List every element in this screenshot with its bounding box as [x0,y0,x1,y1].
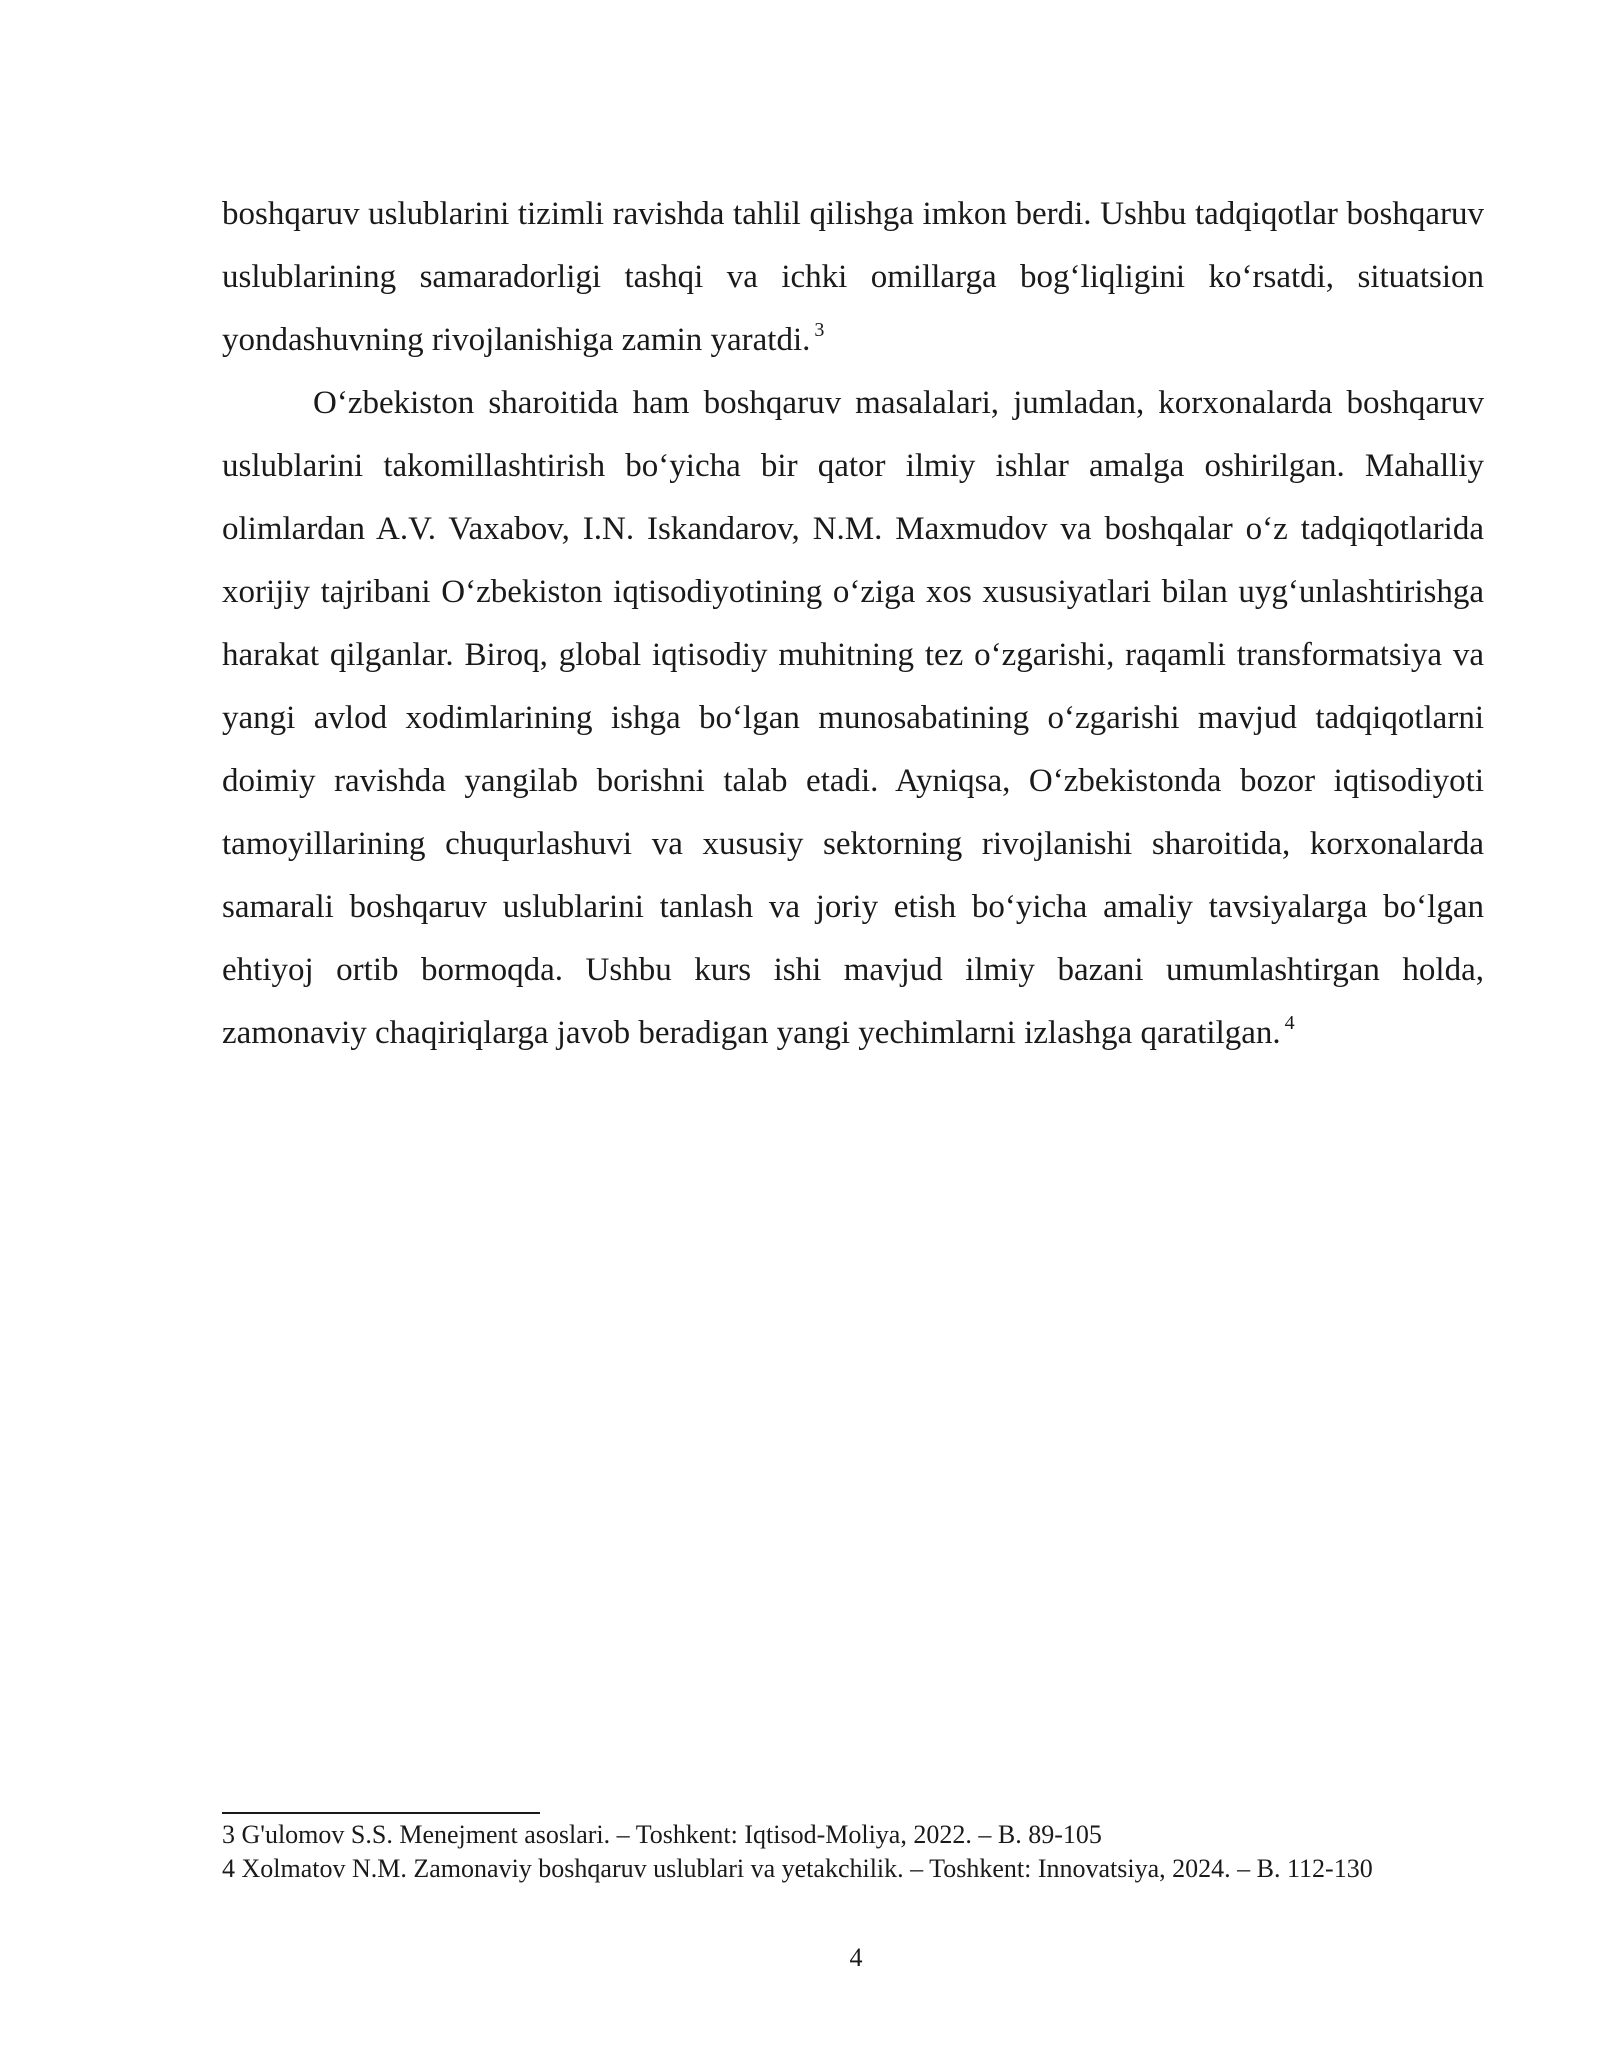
footnote-ref-4: 4 [1284,1012,1295,1034]
footnote-4: 4 Xolmatov N.M. Zamonaviy boshqaruv uslublari va yetakchilik. – Toshkent: Innovatsiya, 2024. – B. 112-130 [222,1854,1373,1883]
paragraph-1 [222,183,1484,372]
footnotes [222,1818,1484,1886]
page-number: 4 [849,1943,863,1972]
paragraph-1-text: boshqaruv uslublarini tizimli ravishda tahlil qilishga imkon berdi. Ushbu tadqiqotlar boshqaruv uslublarining samaradorligi tashqi va ichki omillarga bog‘liqligini ko‘rsatdi, situatsion yondashuvning rivojlanishiga zamin yaratdi. [222,196,1484,358]
footnote-ref-3: 3 [814,319,825,341]
footnote-separator [222,1812,540,1814]
footnote-3: 3 G'ulomov S.S. Menejment asoslari. – Toshkent: Iqtisod-Moliya, 2022. – B. 89-105 [222,1820,1102,1849]
paragraph-2 [222,372,1484,1065]
body-text [222,183,1484,1065]
paragraph-2-text: O‘zbekiston sharoitida ham boshqaruv masalalari, jumladan, korxonalarda boshqaruv uslublarini takomillashtirish bo‘yicha bir qator ilmiy ishlar amalga oshirilgan. Mahalliy olimlardan A.V. Vaxabov, I.N. Iskandarov, N.M. Maxmudov va boshqalar o‘z tadqiqotlarida xorijiy tajribani O‘zbekiston iqtisodiyotining o‘ziga xos xususiyatlari bilan uyg‘unlashtirishga harakat qilganlar. Biroq, global iqtisodiy muhitning tez o‘zgarishi, raqamli transformatsiya va yangi avlod xodimlarining ishga bo‘lgan munosabatining o‘zgarishi mavjud tadqiqotlarni doimiy ravishda yangilab borishni talab etadi. Ayniqsa, O‘zbekistonda bozor iqtisodiyoti tamoyillarining chuqurlashuvi va xususiy sektorning rivojlanishi sharoitida, korxonalarda samarali boshqaruv uslublarini tanlash va joriy etish bo‘yicha amaliy tavsiyalarga bo‘lgan ehtiyoj ortib bormoqda. Ushbu kurs ishi mavjud ilmiy bazani umumlashtirgan holda, zamonaviy chaqiriqlarga javob beradigan yangi yechimlarni izlashga qaratilgan. [222,385,1484,1051]
